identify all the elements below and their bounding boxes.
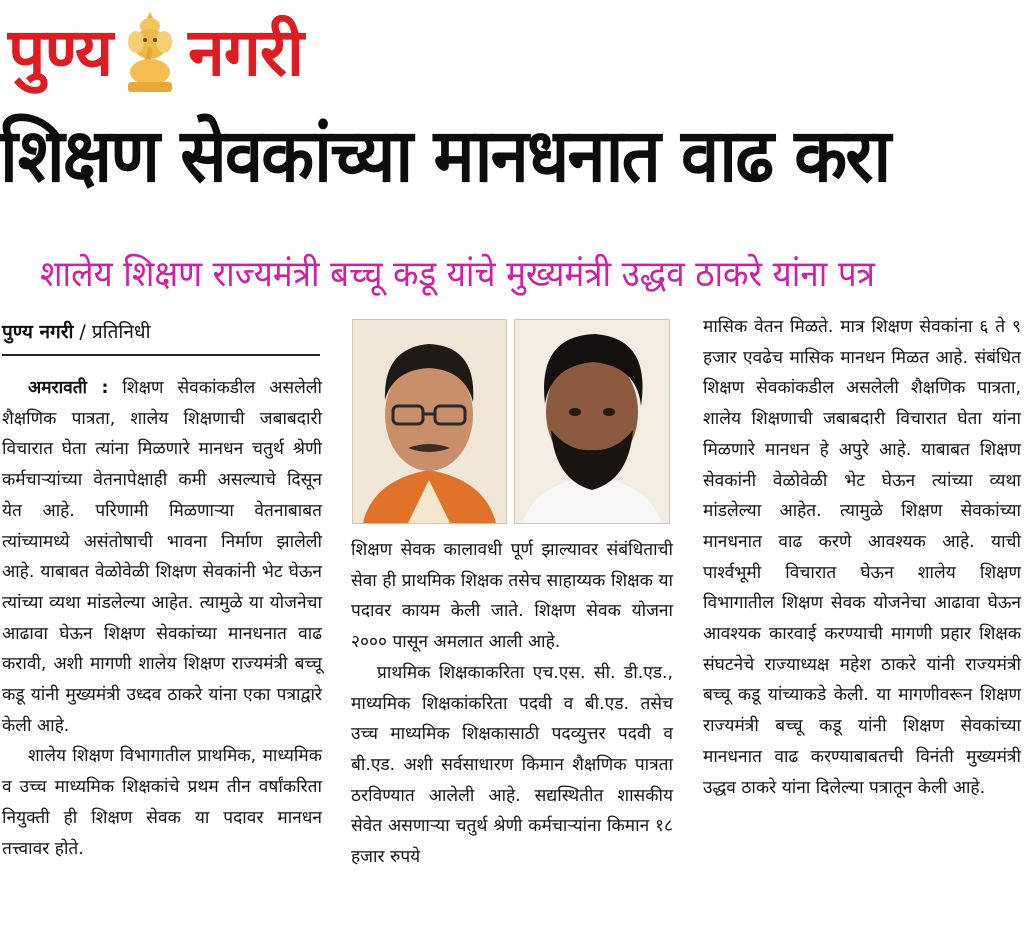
person-photo-left xyxy=(352,319,507,524)
byline xyxy=(2,318,320,356)
ganesha-emblem-icon xyxy=(118,10,182,96)
article-paragraph xyxy=(2,373,322,741)
headline: शिक्षण सेवकांच्या मानधनात वाढ करा xyxy=(0,113,890,199)
subheadline: शालेय शिक्षण राज्यमंत्री बच्चू कडू यांचे मुख्यमंत्री उद्धव ठाकरे यांना पत्र xyxy=(40,254,875,295)
article-paragraph: मासिक वेतन मिळते. मात्र शिक्षण सेवकांना ६ ते ९ हजार एवढेच मासिक मानधन मिळत आहे. संबंधित शिक्षण सेवकांकडील असलेली शैक्षणिक पात्रता, शालेय शिक्षणाची जबाबदारी विचारात घेता यांना मिळणारे मानधन हे अपुरे आहे. याबाबत शिक्षण सेवकांनी वेळोवेळी भेट घेऊन त्यांच्या व्यथा मांडलेल्या आहेत. त्यामुळे शिक्षण सेवकांच्या मानधनात वाढ करणे आवश्यक आहे. याची पार्श्वभूमी विचारात घेऊन शालेय शिक्षण विभागातील शिक्षण सेवक योजनेचा आढावा घेऊन आवश्यक कारवाई करण्याची मागणी प्रहार शिक्षक संघटनेचे राज्याध्यक्ष महेश ठाकरे यांनी राज्यमंत्री बच्चू कडू यांच्याकडे केली. या मागणीवरून शिक्षण राज्यमंत्री बच्चू कडू यांनी शिक्षण सेवकांच्या मानधनात वाढ करण्याबाबतची विनंती मुख्यमंत्री उद्धव ठाकरे यांना दिलेल्या पत्रातून केली आहे. xyxy=(703,317,1021,798)
article-paragraph: शालेय शिक्षण विभागातील प्राथमिक, माध्यमिक व उच्च माध्यमिक शिक्षकांचे प्रथम तीन वर्षांकरिता नियुक्ती ही शिक्षण सेवक या पदावर मानधन तत्त्वावर होते. xyxy=(2,746,322,859)
byline-separator: / xyxy=(73,321,92,343)
dateline-place: अमरावती : xyxy=(28,378,109,398)
article-paragraph: शिक्षण सेवक कालावधी पूर्ण झाल्यावर संबंधिताची सेवा ही प्राथमिक शिक्षक तसेच साहाय्यक शिक्षक या पदावर कायम केली जाते. शिक्षण सेवक योजना २००० पासून अमलात आली आहे. xyxy=(351,540,673,653)
article-column-3 xyxy=(703,312,1021,803)
article-column-2 xyxy=(351,535,673,873)
person-photo-right xyxy=(514,319,670,524)
byline-paper: पुण्य नगरी xyxy=(2,321,74,343)
masthead xyxy=(8,4,303,102)
article-column-1 xyxy=(2,373,322,864)
masthead-word-right: नगरी xyxy=(188,14,304,91)
paragraph-text: शिक्षण सेवकांकडील असलेली शैक्षणिक पात्रता, शालेय शिक्षणाची जबाबदारी विचारात घेता त्यांना मिळणारे मानधन चतुर्थ श्रेणी कर्मचाऱ्यांच्या वेतनापेक्षाही कमी असल्याचे दिसून येत आहे. परिणामी मिळणाऱ्या वेतनाबाबत त्यांच्यामध्ये असंतोषाची भावना निर्माण झालेली आहे. याबाबत वेळोवेळी शिक्षण सेवकांनी भेट घेऊन त्यांच्या व्यथा मांडलेल्या आहेत. त्यामुळे या योजनेचा आढावा घेऊन शिक्षण सेवकांच्या मानधनात वाढ करावी, अशी मागणी शालेय शिक्षण राज्यमंत्री बच्चू कडू यांनी मुख्यमंत्री उध्दव ठाकरे यांना एका पत्राद्वारे केली आहे. xyxy=(2,378,322,736)
masthead-word-left: पुण्य xyxy=(8,14,113,91)
byline-role: प्रतिनिधी xyxy=(91,321,151,343)
article-paragraph: प्राथमिक शिक्षकाकरिता एच.एस. सी. डी.एड., माध्यमिक शिक्षकांकरिता पदवी व बी.एड. तसेच उच्च माध्यमिक शिक्षकासाठी पदव्युत्तर पदवी व बी.एड. अशी सर्वसाधारण किमान शैक्षणिक पात्रता ठरविण्यात आलेली आहे. सद्यस्थितीत शासकीय सेवेत असणाऱ्या चतुर्थ श्रेणी कर्मचाऱ्यांना किमान १८ हजार रुपये xyxy=(351,662,673,868)
